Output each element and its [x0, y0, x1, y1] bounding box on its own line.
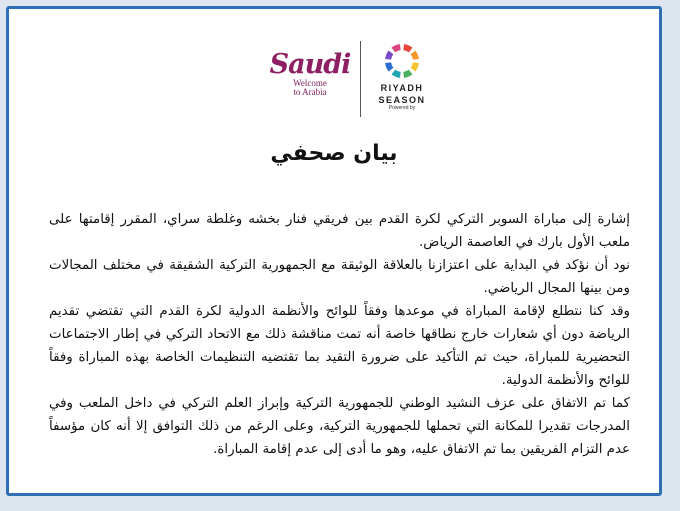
ring-segment: [388, 52, 391, 59]
riyadh-season-logo: [371, 41, 433, 119]
press-release-frame: [6, 6, 662, 496]
document-title: بيان صحفي: [270, 141, 398, 166]
ring-segment: [413, 52, 416, 59]
ring-segment: [393, 72, 400, 75]
riyadh-season-ring-icon: [382, 41, 422, 81]
riyadh-logo-line-2: SEASON: [378, 95, 426, 105]
ring-segment: [404, 47, 411, 50]
paragraph-4: كما تم الاتفاق على عزف النشيد الوطني للجمهورية التركية وإبراز العلم التركي في داخل الملعب وفي المدرجات تقديرا للمكانة التي تحملها للجمهورية التركية، وعلى الرغم من ذلك التوافق إلا أنه كان مؤسفاً عدم التزام الفريقين بما تم الاتفاق عليه، وهو ما أدى إلى عدم إقامة المباراة.: [49, 396, 630, 457]
saudi-logo-tagline-2: to Arabia: [293, 87, 327, 97]
paragraph-3: وقد كنا نتطلع لإقامة المباراة في موعدها وفقاً للوائح والأنظمة الدولية لكرة القدم التي تقتضي تقديم الرياضة دون أي شعارات خارج نطاقها خاصة أنه تمت مناقشة ذلك مع الاتحاد التركي في إطار الاجتماعات التحضيرية للمباراة، حيث تم التأكيد على ضرورة التقيد بما تقتضيه التنظيمات الخاصة بهذه المباراة وفقاً للوائح والأنظمة الدولية.: [49, 304, 630, 388]
ring-segment: [393, 47, 400, 50]
saudi-logo-word: Saudi: [269, 49, 351, 80]
ring-segment: [388, 63, 391, 70]
paragraph-1: إشارة إلى مباراة السوبر التركي لكرة القدم بين فريقي فنار بخشه وغلطة سراي، المقرر إقامتها على ملعب الأول بارك في العاصمة الرياض.: [49, 212, 630, 250]
saudi-welcome-logo: [267, 51, 353, 113]
riyadh-logo-powered: Powered by: [388, 105, 416, 111]
riyadh-logo-line-1: RIYADH: [380, 83, 424, 93]
paragraph-2: نود أن نؤكد في البداية على اعتزازنا بالعلاقة الوثيقة مع الجمهورية التركية الشقيقة في مختلف المجالات ومن بينها المجال الرياضي.: [49, 258, 630, 296]
saudi-logo-tagline-1: Welcome: [293, 78, 327, 88]
logo-header: [9, 39, 659, 123]
ring-segment: [404, 72, 411, 75]
ring-segment: [413, 63, 416, 70]
document-body: [49, 208, 630, 461]
logo-divider: [360, 41, 361, 117]
